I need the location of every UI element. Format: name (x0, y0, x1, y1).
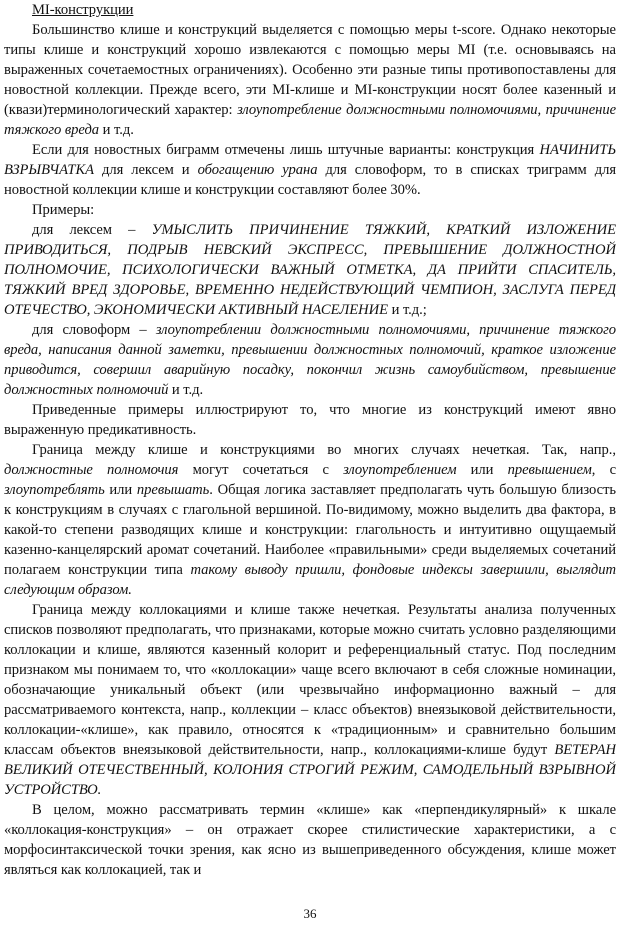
text-run: Граница между клише и конструкциями во многих случаях нечеткая. Так, напр., (32, 442, 616, 458)
italic-run: обогащению урана (197, 162, 318, 178)
text-run: Большинство клише и конструкций выделяется с помощью меры t-score. Однако некоторые типы клише и конструкций хорошо извлекаются с помощью меры MI (т.е. основываясь на выраженных сочетаемостных ограничениях). Особенно эти разные типы противопоставлены для новостной коллекции. Прежде всего, эти MI-клише и MI-конструкции носят более казенный и (квази)терминологический характер: (4, 22, 616, 118)
text-run: для словоформ – (32, 322, 156, 338)
paragraph (4, 320, 616, 400)
document-page (4, 0, 616, 934)
text-run: или (456, 462, 508, 478)
italic-run: такому выводу пришли, фондовые индексы завершили, выглядит следующим образом. (4, 562, 616, 598)
paragraph (4, 200, 616, 220)
text-run: для лексем и (93, 162, 198, 178)
text-run: В целом, можно рассматривать термин «клише» как «перпендикулярный» к шкале «коллокация-конструкция» – он отражает скорее стилистические характеристики, а с морфосинтаксической точки зрения, как ясно из вышеприведенного обсуждения, клише может являться как коллокацией, так и (4, 802, 616, 878)
paragraph (4, 800, 616, 880)
text-run: и т.д. (99, 122, 134, 138)
text-run: Приведенные примеры иллюстрируют то, что многие из конструкций имеют явно выраженную предикативность. (4, 402, 616, 438)
paragraph (4, 440, 616, 600)
italic-run: злоупотреблении должностными полномочиями, причинение тяжкого вреда, написания данной заметки, превышении должностных полномочий, краткое изложение приводится, совершил аварийную посадку, покончил жизнь самоубийством, превышение должностных полномочий (4, 322, 616, 398)
text-run: для словоформ, то в списках триграмм для новостной коллекции клише и конструкции составляют более 30%. (4, 162, 616, 198)
text-run: . Общая логика заставляет предполагать чуть большую близость к конструкциям в случаях с глагольной вершиной. По-видимому, можно выделить два фактора, в какой-то степени разводящих клише и конструкции: глагольность и интуитивно ощущаемый казенно-канцелярский аромат сочетаний. Наиболее «правильными» среди выделяемых сочетаний полагаем конструкции типа (4, 482, 616, 578)
text-run: или (104, 482, 137, 498)
page-number: 36 (303, 906, 317, 921)
italic-run: УМЫСЛИТЬ ПРИЧИНЕНИЕ ТЯЖКИЙ, КРАТКИЙ ИЗЛОЖЕНИЕ ПРИВОДИТЬСЯ, ПОДРЫВ НЕВСКИЙ ЭКСПРЕСС, ПРЕВЫШЕНИЕ ДОЛЖНОСТНОЙ ПОЛНОМОЧИЕ, ПСИХОЛОГИЧЕСКИ ВАЖНЫЙ ОТМЕТКА, ДА ПРИЙТИ СПАСИТЕЛЬ, ТЯЖКИЙ ВРЕД ЗДОРОВЬЕ, ВРЕМЕННО НЕДЕЙСТВУЮЩИЙ ЧЕМПИОН, ЗАСЛУГА ПЕРЕД ОТЕЧЕСТВО, ЭКОНОМИЧЕСКИ АКТИВНЫЙ НАСЕЛЕНИЕ (4, 222, 616, 318)
section-heading: MI-конструкции (32, 2, 134, 18)
body-text (4, 0, 616, 880)
paragraph (4, 220, 616, 320)
italic-run: должностные полномочия (4, 462, 179, 478)
paragraph (4, 400, 616, 440)
italic-run: превышать (136, 482, 210, 498)
italic-run: злоупотреблением (343, 462, 457, 478)
text-run: Граница между коллокациями и клише также нечеткая. Результаты анализа полученных списков позволяют предполагать, что признаками, которые можно считать условно разделяющими коллокации и клише, являются казенный колорит и референциальный статус. Под последним признаком мы понимаем то, что «коллокации» чаще всего включают в себя сложные номинации, обозначающие уникальный объект (или чрезвычайно информационно важный – для рассматриваемого контекста, напр., коллекции – класс объектов) внеязыковой действительности, коллокации-«клише», как правило, относятся к «традиционным» и сравнительно большим классам объектов внеязыковой действительности, напр., коллокациями-клише будут (4, 602, 616, 758)
text-run: для лексем – (32, 222, 152, 238)
paragraph (4, 600, 616, 800)
italic-run: превышением (507, 462, 592, 478)
italic-run: злоупотреблять (4, 482, 105, 498)
italic-run: злоупотребление должностными полномочиями, причинение тяжкого вреда (4, 102, 616, 138)
italic-run: НАЧИНИТЬ ВЗРЫВЧАТКА (4, 142, 616, 178)
text-run: Если для новостных биграмм отмечены лишь штучные варианты: конструкция (32, 142, 540, 158)
paragraph (4, 20, 616, 140)
text-run: и т.д. (168, 382, 204, 398)
text-run: и т.д.; (387, 302, 427, 318)
paragraph (4, 140, 616, 200)
text-run: Примеры: (32, 202, 95, 218)
text-run: могут сочетаться с (178, 462, 344, 478)
italic-run: ВЕТЕРАН ВЕЛИКИЙ ОТЕЧЕСТВЕННЫЙ, КОЛОНИЯ СТРОГИЙ РЕЖИМ, САМОДЕЛЬНЫЙ ВЗРЫВНОЙ УСТРОЙСТВО. (4, 742, 616, 798)
text-run: , с (591, 462, 616, 478)
